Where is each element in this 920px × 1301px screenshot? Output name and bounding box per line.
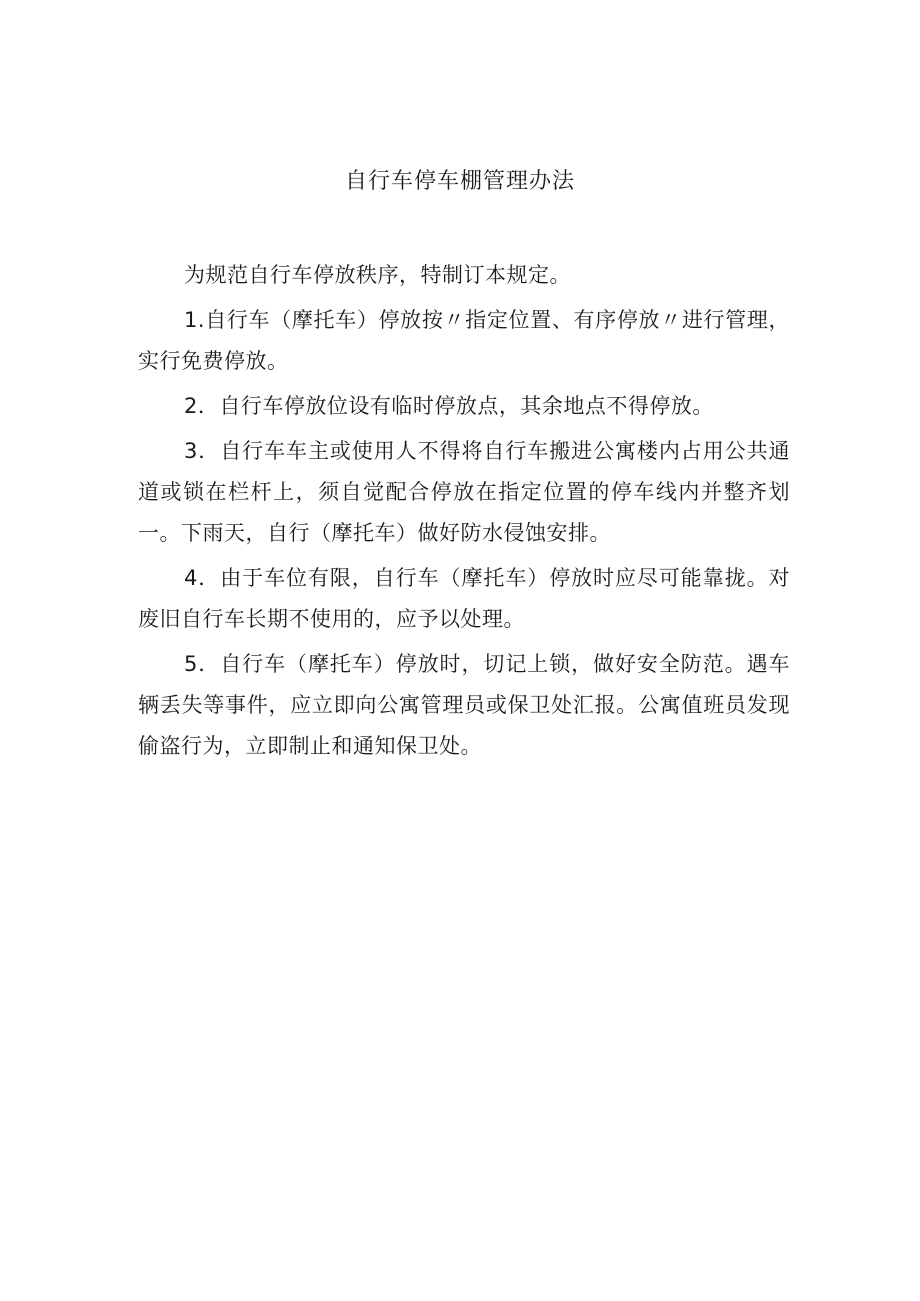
- paragraph-item-1: 1.自行车（摩托车）停放按〃指定位置、有序停放〃进行管理，实行免费停放。: [138, 308, 790, 373]
- document-body: [138, 255, 790, 771]
- paragraph-item-3: 3．自行车车主或使用人不得将自行车搬进公寓楼内占用公共通道或锁在栏杆上，须自觉配合停放在指定位置的停车线内并整齐划一。下雨天，自行（摩托车）做好防水侵蚀安排。: [138, 439, 790, 545]
- paragraph-item-5: 5．自行车（摩托车）停放时，切记上锁，做好安全防范。遇车辆丢失等事件，应立即向公寓管理员或保卫处汇报。公寓值班员发现偷盗行为，立即制止和通知保卫处。: [138, 652, 790, 758]
- document-title: 自行车停车棚管理办法: [344, 169, 575, 194]
- paragraph-item-2: 2．自行车停放位设有临时停放点，其余地点不得停放。: [184, 394, 714, 418]
- paragraph-intro: 为规范自行车停放秩序，特制订本规定。: [184, 263, 571, 287]
- paragraph-item-4: 4．由于车位有限，自行车（摩托车）停放时应尽可能靠拢。对废旧自行车长期不使用的，应予以处理。: [138, 566, 790, 631]
